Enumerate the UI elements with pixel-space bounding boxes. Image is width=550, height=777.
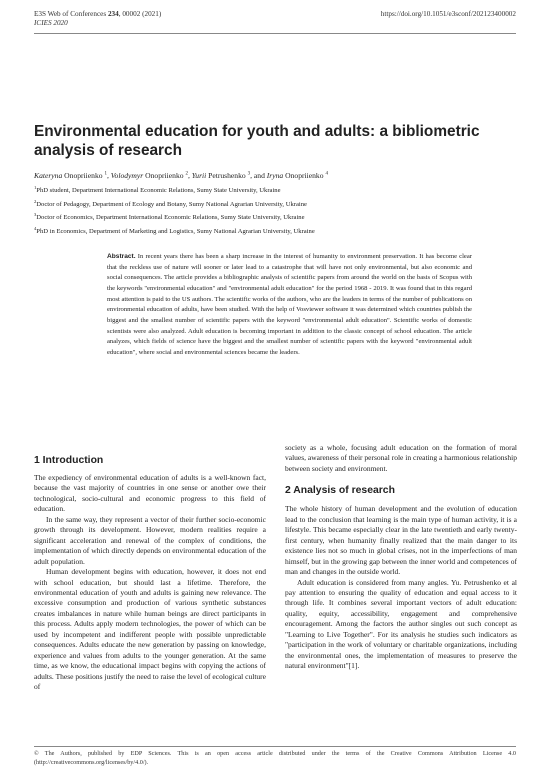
- intro-paragraph-3: Human development begins with education, however, it does not end with school education, but should last a lifetime. Therefore, the environmental education of youth and adults is gaining new relevance. The excessive consumption and production of various synthetic substances creates imbalances in nature while human beings are direct participants in this process. Adults apply modern technologies, the power of which can be used by incompetent and indifferent people with possible unpredictable consequences. Adults educate the new generation by passing on knowledge, experience and values from adults to the younger generation. At the same time, as we know, the educational impact begins with copying the actions of adults. These positions justify the need to raise the level of ecological culture of: [34, 567, 266, 692]
- affiliation-2: $^2$Doctor of Pedagogy, Department of Ecology and Botany, Sumy National Agrarian University, Ukraine: [34, 198, 307, 208]
- conference-acronym: ICIES 2020: [34, 19, 68, 27]
- article-number: , 00002 (2021): [118, 10, 162, 18]
- conference-citation: [34, 10, 161, 18]
- running-header: [34, 10, 516, 27]
- analysis-paragraph-2: Adult education is considered from many angles. Yu. Petrushenko et al pay attention to ensuring the quality of education and equal access to it through life. It combines several important vectors of adult education: quality, equity, accessibility, engagement and comprehensive encouragement. Among the factors the author singles out such concept as "Learning to Live Together". For its analysis he studies such indicators as "participation in the work of voluntary or charitable organizations, including the environmental ones, the implementation of measures to preserve the natural environment"[1].: [285, 577, 517, 671]
- volume-number: 234: [107, 10, 119, 18]
- paper-title: Environmental education for youth and adults: a bibliometric analysis of research: [34, 123, 480, 159]
- abstract-label: Abstract.: [107, 253, 136, 260]
- left-column: [34, 454, 266, 693]
- author-3: Yurii Petrushenko $^3$, and: [191, 171, 267, 180]
- affiliation-3: $^3$Doctor of Economics, Department International Economic Relations, Sumy State University, Ukraine: [34, 212, 305, 222]
- author-1: Kateryna Onopriienko $^1$,: [34, 171, 111, 180]
- affiliation-list: [34, 183, 524, 237]
- abstract: [107, 252, 472, 359]
- analysis-paragraph-1: The whole history of human development and the evolution of education lead to the conclusion that learning is the main type of human activity, it is a lifestyle. This became especially clear in the late twentieth and early twenty-first century, when humanity finally realized that the main danger to its existence lies not so much in global crises, not in the imperfections of man himself, but in the growing gap between the inner world and competences of man and changes in the outside world.: [285, 504, 517, 577]
- intro-paragraph-1: The expediency of environmental education of adults is a well-known fact, because the vast majority of countries in one sense or another owe their technological, socio-cultural and economic progress to this field of education.: [34, 473, 266, 514]
- conference-name: E3S Web of Conferences: [34, 10, 107, 18]
- license-footer: © The Authors, published by EDP Sciences. This is an open access article distributed under the terms of the Creative Commons Attribution License 4.0 (http://creativecommons.org/licenses/by/4.0/).: [34, 750, 516, 766]
- running-header-row: [34, 10, 516, 18]
- right-column: [285, 443, 517, 672]
- author-list: [34, 171, 524, 180]
- section-heading-introduction: 1 Introduction: [34, 455, 104, 466]
- affiliation-4: $^4$PhD in Economics, Department of Marketing and Logistics, Sumy National Agrarian University, Ukraine: [34, 225, 315, 235]
- intro-paragraph-2: In the same way, they represent a vector of their further socio-economic growth through its development. However, modern realities require a significant acceleration and renewal of the complex of conditions, the implementation of which directly depends on environmental education of the adult population.: [34, 514, 266, 566]
- author-2: Volodymyr Onopriienko $^2$,: [110, 171, 192, 180]
- footer-divider: [34, 746, 516, 747]
- section-heading-analysis: 2 Analysis of research: [285, 485, 395, 497]
- doi-link[interactable]: https://doi.org/10.1051/e3sconf/202123400002: [380, 10, 516, 18]
- intro-paragraph-continued: society as a whole, focusing adult education on the formation of moral values, awareness of their personal role in creating a harmonious relationship between society and environment.: [285, 443, 517, 473]
- author-4: Iryna Onopriienko $^4$: [266, 171, 328, 180]
- abstract-text: In recent years there has been a sharp increase in the interest of humanity to environment preservation. It has become clear that the reckless use of nature will sooner or later lead to a catastrophe that will have not only environmental, but also economic and social consequences. The article provides a bibliographic analysis of scientific papers from around the world on the basis of Scopus with the keywords "environmental education" and "environmental adult education" for the period 1968 - 2019. It was found that in this regard most attention is paid to the US authors. The scientific works of the authors, who are the leaders in terms of the number of publications on environmental education of adults, have been studied. With the help of Vosviewer software it was determined which countries publish the biggest and the smallest number of scientific papers with the keyword "environmental adult education". Scientific works of domestic scientists were also analyzed. Adult education is becoming important in addition to the classic concept of school education. The article analyzes, which fields of science have the biggest and the smallest number of scientific papers with the keyword "environmental adult education", where social and environmental sciences became the leaders.: [107, 253, 472, 356]
- header-divider: [34, 33, 516, 34]
- affiliation-1: $^1$PhD student, Department International Economic Relations, Sumy State University, Ukraine: [34, 185, 281, 195]
